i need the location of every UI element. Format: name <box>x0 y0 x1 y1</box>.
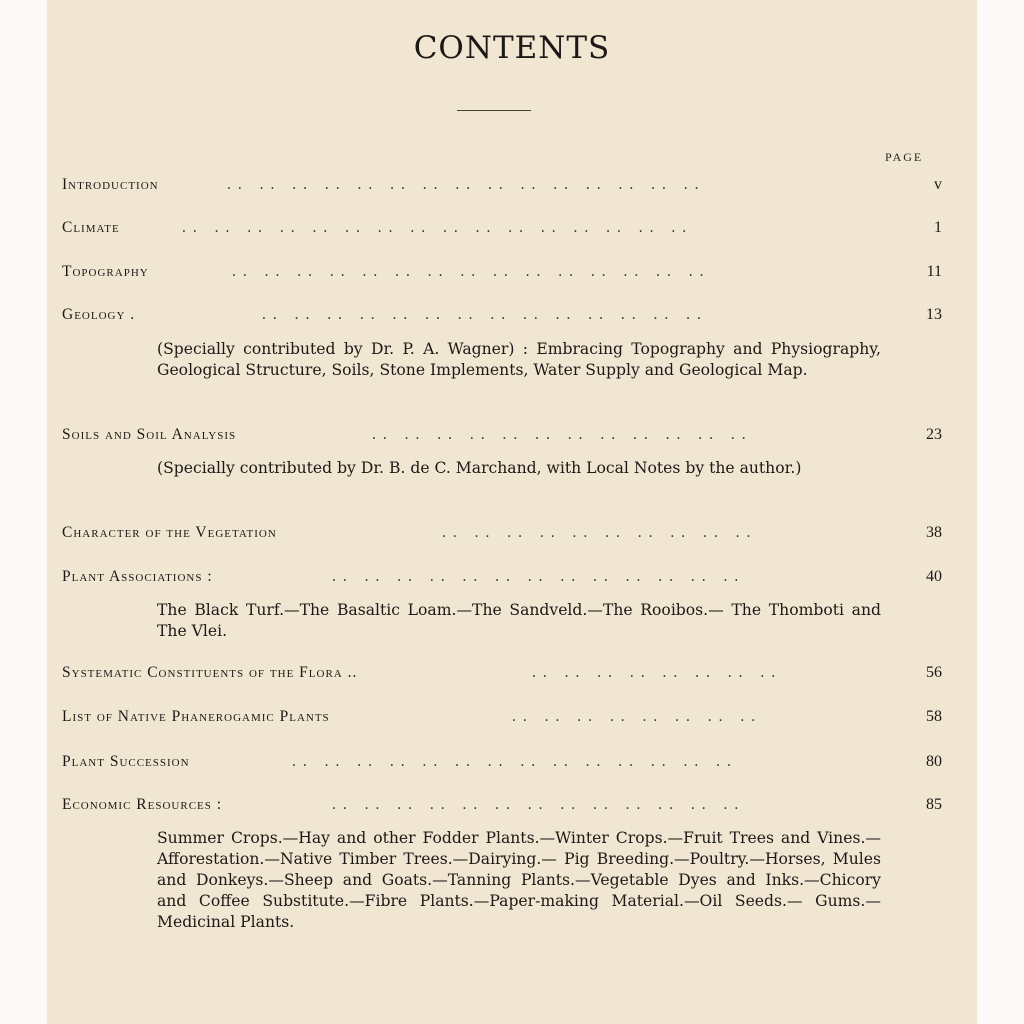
dot-leader: .. .. .. .. .. .. .. .. .. .. .. .. <box>372 426 753 443</box>
toc-entry-page: 11 <box>926 263 942 280</box>
toc-entry-systematic-constituents <box>62 664 942 686</box>
dot-leader: .. .. .. .. .. .. .. .. .. .. .. .. .. .. .. .. <box>182 219 694 236</box>
toc-entry-page: 23 <box>926 426 942 443</box>
toc-entry-label: Economic Resources : <box>62 796 223 813</box>
toc-entry-soils <box>62 426 942 448</box>
toc-entry-label: Introduction <box>62 176 159 193</box>
toc-entry-page: 13 <box>926 306 942 323</box>
toc-entry-label: Plant Succession <box>62 753 190 770</box>
toc-entry-geology <box>62 306 942 328</box>
toc-entry-page: 56 <box>926 664 942 681</box>
toc-entry-label: List of Native Phanerogamic Plants <box>62 708 330 725</box>
dot-leader: .. .. .. .. .. .. .. .. .. .. .. .. .. .. <box>292 753 738 770</box>
toc-entry-introduction <box>62 176 942 198</box>
toc-entry-label: Systematic Constituents of the Flora .. <box>62 664 358 681</box>
toc-entry-climate <box>62 219 942 241</box>
soils-description: (Specially contributed by Dr. B. de C. Marchand, with Local Notes by the author.) <box>157 459 802 477</box>
toc-entry-label: Plant Associations : <box>62 568 213 585</box>
toc-entry-plant-associations <box>62 568 942 590</box>
toc-entry-label: Topography <box>62 263 149 280</box>
dot-leader: .. .. .. .. .. .. .. .. <box>532 664 783 681</box>
toc-entry-page: 38 <box>926 524 942 541</box>
toc-entry-label: Geology . <box>62 306 136 323</box>
toc-entry-page: 85 <box>926 796 942 813</box>
geology-description: (Specially contributed by Dr. P. A. Wagner) : Embracing Topography and Physiography, Geological Structure, Soils, Stone Implements, Water Supply and Geological Map. <box>157 340 881 379</box>
toc-entry-plant-succession <box>62 753 942 775</box>
toc-entry-page: 80 <box>926 753 942 770</box>
scan-margin-left <box>0 0 47 1024</box>
toc-entry-economic-resources <box>62 796 942 818</box>
toc-entry-label: Climate <box>62 219 120 236</box>
dot-leader: .. .. .. .. .. .. .. .. .. .. <box>442 524 758 541</box>
dot-leader: .. .. .. .. .. .. .. .. .. .. .. .. .. .. <box>262 306 708 323</box>
dot-leader: .. .. .. .. .. .. .. .. .. .. .. .. .. <box>332 568 746 585</box>
toc-entry-label: Character of the Vegetation <box>62 524 277 541</box>
toc-entry-page: 58 <box>926 708 942 725</box>
toc-entry-native-plants <box>62 708 942 730</box>
toc-entry-page: 1 <box>934 219 942 236</box>
plant-associations-description: The Black Turf.—The Basaltic Loam.—The Sandveld.—The Rooibos.— The Thomboti and The Vlei. <box>157 601 881 640</box>
toc-entry-topography <box>62 263 942 285</box>
page-title: CONTENTS <box>413 30 611 66</box>
economic-resources-description: Summer Crops.—Hay and other Fodder Plants.—Winter Crops.—Fruit Trees and Vines.—Afforestation.—Native Timber Trees.—Dairying.— Pig Breeding.—Poultry.—Horses, Mules and Donkeys.—Sheep and Goats.—Tanning Plants.—Vegetable Dyes and Inks.—Chicory and Coffee Substitute.—Fibre Plants.—Paper-making Material.—Oil Seeds.— Gums.—Medicinal Plants. <box>157 829 881 931</box>
toc-entry-page: 40 <box>926 568 942 585</box>
title-rule <box>457 110 531 111</box>
toc-entry-label: Soils and Soil Analysis <box>62 426 237 443</box>
dot-leader: .. .. .. .. .. .. .. .. <box>512 708 763 725</box>
toc-entry-page: v <box>934 176 942 193</box>
dot-leader: .. .. .. .. .. .. .. .. .. .. .. .. .. <box>332 796 746 813</box>
document-page <box>47 0 977 1024</box>
toc-entry-character-of-vegetation <box>62 524 942 546</box>
dot-leader: .. .. .. .. .. .. .. .. .. .. .. .. .. .. .. <box>232 263 711 280</box>
dot-leader: .. .. .. .. .. .. .. .. .. .. .. .. .. .. .. <box>227 176 706 193</box>
scan-margin-right <box>977 0 1024 1024</box>
page-column-header: PAGE <box>885 150 924 164</box>
